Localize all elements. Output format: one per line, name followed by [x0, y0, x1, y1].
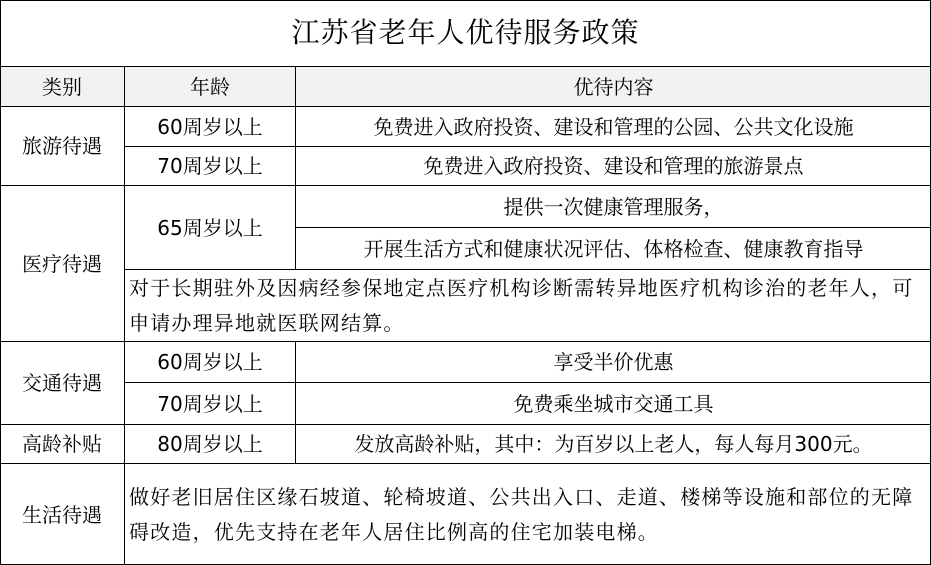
travel-age-2: 70周岁以上: [157, 154, 263, 178]
living-content: 做好老旧居住区缘石坡道、轮椅坡道、公共出入口、走道、楼梯等设施和部位的无障碍改造，优先支持在老年人居住比例高的住宅加装电梯。: [129, 484, 914, 544]
rule-col-1: [124, 66, 125, 565]
header-age: 年龄: [125, 67, 295, 106]
rule-medical-end: [0, 341, 931, 342]
header-category: 类别: [0, 67, 124, 106]
category-travel: 旅游待遇: [22, 134, 102, 158]
transport-content-2: 免费乘坐城市交通工具: [513, 391, 714, 416]
medical-age: 65周岁以上: [157, 215, 263, 240]
rule-title: [0, 66, 931, 67]
medical-content-2: 开展生活方式和健康状况评估、体格检查、健康教育指导: [363, 236, 864, 261]
border-left: [0, 0, 1, 565]
transport-content-1: 享受半价优惠: [553, 350, 674, 374]
category-subsidy: 高龄补贴: [22, 432, 102, 456]
rule-col-2-b: [295, 341, 296, 464]
rule-travel-end: [0, 185, 931, 186]
rule-medical-2: [125, 269, 931, 270]
travel-content-2: 免费进入政府投资、建设和管理的旅游景点: [423, 154, 804, 178]
rule-col-2-a: [295, 66, 296, 270]
travel-content-1: 免费进入政府投资、建设和管理的公园、公共文化设施: [373, 114, 854, 139]
subsidy-age: 80周岁以上: [157, 432, 263, 456]
medical-content-1: 提供一次健康管理服务，: [503, 194, 724, 219]
table-title: 江苏省老年人优待服务政策: [291, 15, 640, 49]
header-content: 优待内容: [296, 67, 931, 106]
category-transport: 交通待遇: [22, 371, 102, 395]
border-top: [0, 0, 931, 1]
category-medical: 医疗待遇: [22, 251, 102, 276]
travel-age-1: 60周岁以上: [157, 114, 263, 139]
transport-age-2: 70周岁以上: [157, 391, 263, 416]
rule-subsidy-end: [0, 463, 931, 464]
category-living: 生活待遇: [22, 502, 102, 527]
rule-travel-1: [125, 146, 931, 147]
subsidy-content: 发放高龄补贴，其中：为百岁以上老人，每人每月300元。: [354, 432, 873, 456]
rule-transport-1: [125, 382, 931, 383]
rule-header: [0, 106, 931, 107]
transport-age-1: 60周岁以上: [157, 350, 263, 374]
rule-medical-1: [296, 227, 931, 228]
medical-note: 对于长期驻外及因病经参保地定点医疗机构诊断需转异地医疗机构诊治的老年人，可申请办理异地就医联网结算。: [129, 275, 914, 335]
rule-transport-end: [0, 424, 931, 425]
